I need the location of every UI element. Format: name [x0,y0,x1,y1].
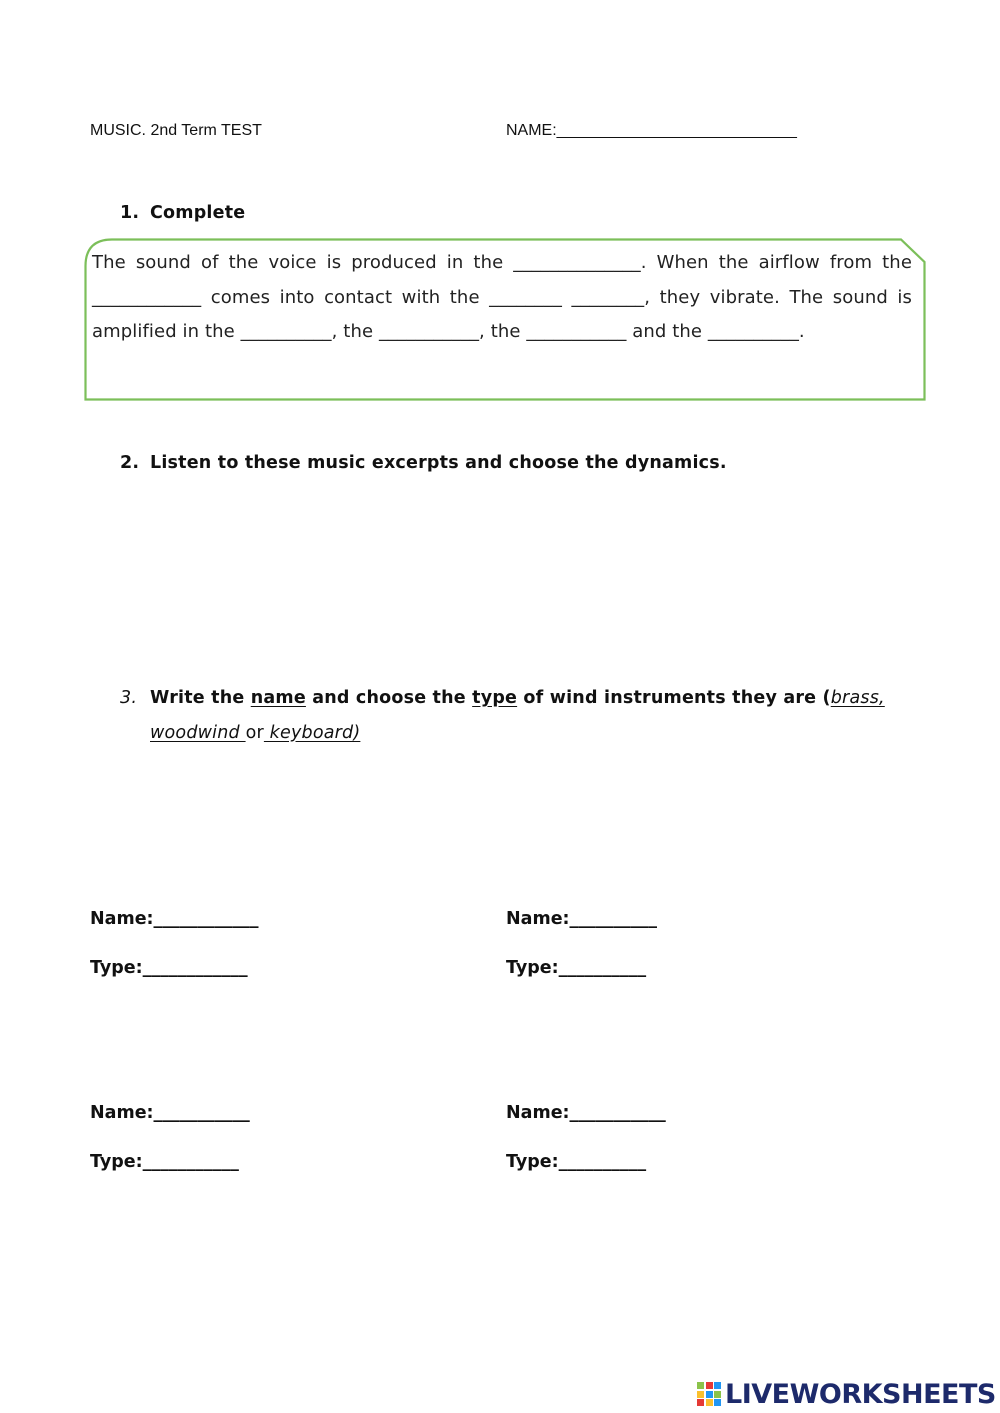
liveworksheets-logo [697,1378,996,1410]
question-2-heading [120,453,727,473]
q3-woodwind: woodwind [150,722,246,743]
test-title: MUSIC. 2nd Term TEST [90,122,262,139]
q3-name-word: name [250,688,306,708]
question-1-heading [120,203,245,223]
q3-brass: brass, [830,688,885,708]
q3-text-3: of wind instruments they are ( [517,688,831,708]
instrument-4-name-field: Name:___________ [506,1103,666,1123]
student-name-line: NAME:___________________________ [506,122,797,139]
question-1-number: 1. [120,203,140,223]
instrument-1-type-field: Type:____________ [90,958,248,978]
instrument-2-name-field: Name:__________ [506,909,658,929]
question-2-title: Listen to these music excerpts and choose the dynamics. [150,453,727,473]
instrument-4-type-field: Type:__________ [506,1152,647,1172]
instrument-3-name-field: Name:___________ [90,1103,250,1123]
instrument-3-type-field: Type:___________ [90,1152,239,1172]
instrument-2-type-field: Type:__________ [506,958,647,978]
question-1-text-box [84,238,926,401]
question-1-title: Complete [150,203,246,223]
q3-type-word: type [472,688,518,708]
liveworksheets-logo-icon [697,1382,721,1406]
q3-text-2: and choose the [305,688,473,708]
instrument-1-name-field: Name:____________ [90,909,259,929]
q3-keyboard: keyboard) [263,722,361,743]
question-1-paragraph: The sound of the voice is produced in the ______________. When the airflow from the ____________ comes into contact with the ________ ________, they vibrate. The sound is amplified in the __________, the ___________, the ___________ and the __________. [92,252,912,343]
q3-or: or [245,722,264,743]
liveworksheets-logo-text: LIVEWORKSHEETS [725,1378,996,1410]
question-2-number: 2. [120,453,140,473]
q3-text-1: Write the [150,688,251,708]
question-3-heading [120,681,910,750]
question-3-number: 3. [120,688,138,708]
